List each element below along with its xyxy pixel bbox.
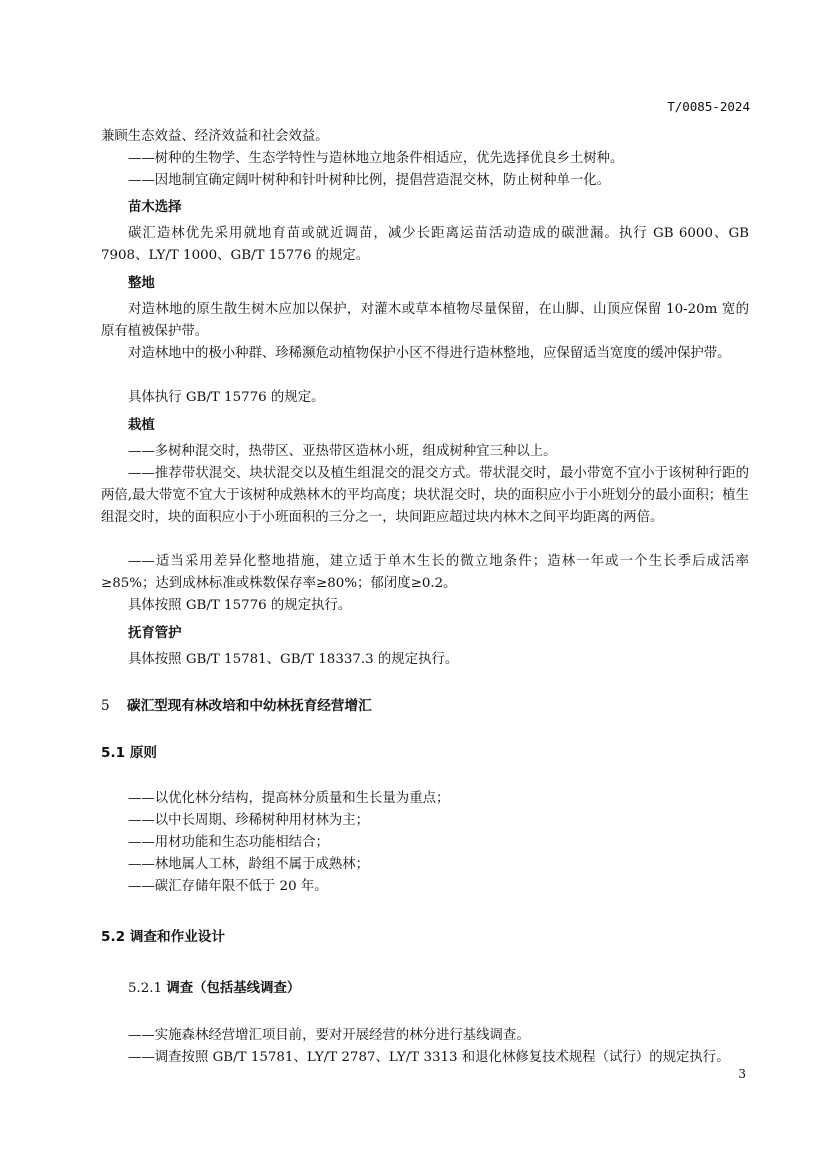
list-item: ——以中长周期、珍稀树种用材林为主； (128, 813, 370, 828)
paragraph: 具体按照 GB/T 15781、GB/T 18337.3 的规定执行。 (128, 652, 459, 667)
section-5-heading (101, 694, 372, 714)
list-item: ——林地属人工林，龄组不属于成熟林； (128, 857, 370, 872)
section-5-1-heading: 5.1 原则 (101, 745, 158, 761)
paragraph: 对造林地的原生散生树木应加以保护，对灌木或草本植物尽量保留，在山脚、山顶应保留 10-20m 宽的原有植被保护带。 (101, 302, 749, 340)
list-item: ——用材功能和生态功能相结合； (128, 835, 329, 850)
paragraph: 具体执行 GB/T 15776 的规定。 (128, 390, 325, 405)
section-number: 5 (101, 698, 110, 714)
section-5-2-1-heading (128, 977, 300, 996)
section-5-2-heading: 5.2 调查和作业设计 (101, 929, 225, 945)
list-item: ——实施森林经营增汇项目前，要对开展经营的林分进行基线调查。 (128, 1028, 530, 1043)
paragraph: ——树种的生物学、生态学特性与造林地立地条件相适应，优先选择优良乡土树种。 (128, 151, 624, 166)
paragraph: ——适当采用差异化整地措施，建立适于单木生长的微立地条件；造林一年或一个生长季后成活率≥85%；达到成林标准或株数保存率≥80%；郁闭度≥0.2。 (101, 554, 749, 592)
paragraph: 兼顾生态效益、经济效益和社会效益。 (101, 129, 329, 144)
paragraph: 碳汇造林优先采用就地育苗或就近调苗，减少长距离运苗活动造成的碳泄漏。执行 GB 6000、GB 7908、LY/T 1000、GB/T 15776 的规定。 (101, 226, 749, 264)
subheading-seedling: 苗木选择 (128, 200, 182, 215)
section-title: 调查（包括基线调查） (166, 981, 301, 996)
page-number: 3 (738, 1067, 746, 1081)
paragraph: ——因地制宜确定阔叶树种和针叶树种比例，提倡营造混交林，防止树种单一化。 (128, 173, 611, 188)
section-title: 碳汇型现有林改培和中幼林抚育经营增汇 (127, 698, 372, 714)
subheading-site-prep: 整地 (128, 276, 155, 291)
document-code: T/0085-2024 (667, 99, 750, 114)
subheading-planting: 栽植 (128, 418, 155, 433)
paragraph: 对造林地中的极小种群、珍稀濒危动植物保护小区不得进行造林整地，应保留适当宽度的缓冲保护带。 (128, 346, 731, 361)
paragraph: ——多树种混交时，热带区、亚热带区造林小班，组成树种宜三种以上。 (128, 444, 557, 459)
list-item: ——碳汇存储年限不低于 20 年。 (128, 879, 328, 894)
list-item: ——以优化林分结构，提高林分质量和生长量为重点； (128, 791, 450, 806)
paragraph: ——推荐带状混交、块状混交以及植生组混交的混交方式。带状混交时，最小带宽不宜小于该树种行距的两倍,最大带宽不宜大于该树种成熟林木的平均高度；块状混交时，块的面积应小于小班划分的最小面积；植生组混交时，块的面积应小于小班面积的三分之一，块间距应超过块内林木之间平均距离的两倍。 (101, 466, 749, 526)
paragraph: 具体按照 GB/T 15776 的规定执行。 (128, 598, 352, 613)
section-number: 5.2.1 (128, 981, 163, 996)
subheading-tending: 抚育管护 (128, 626, 182, 641)
list-item: ——调查按照 GB/T 15781、LY/T 2787、LY/T 3313 和退化林修复技术规程（试行）的规定执行。 (128, 1050, 730, 1065)
